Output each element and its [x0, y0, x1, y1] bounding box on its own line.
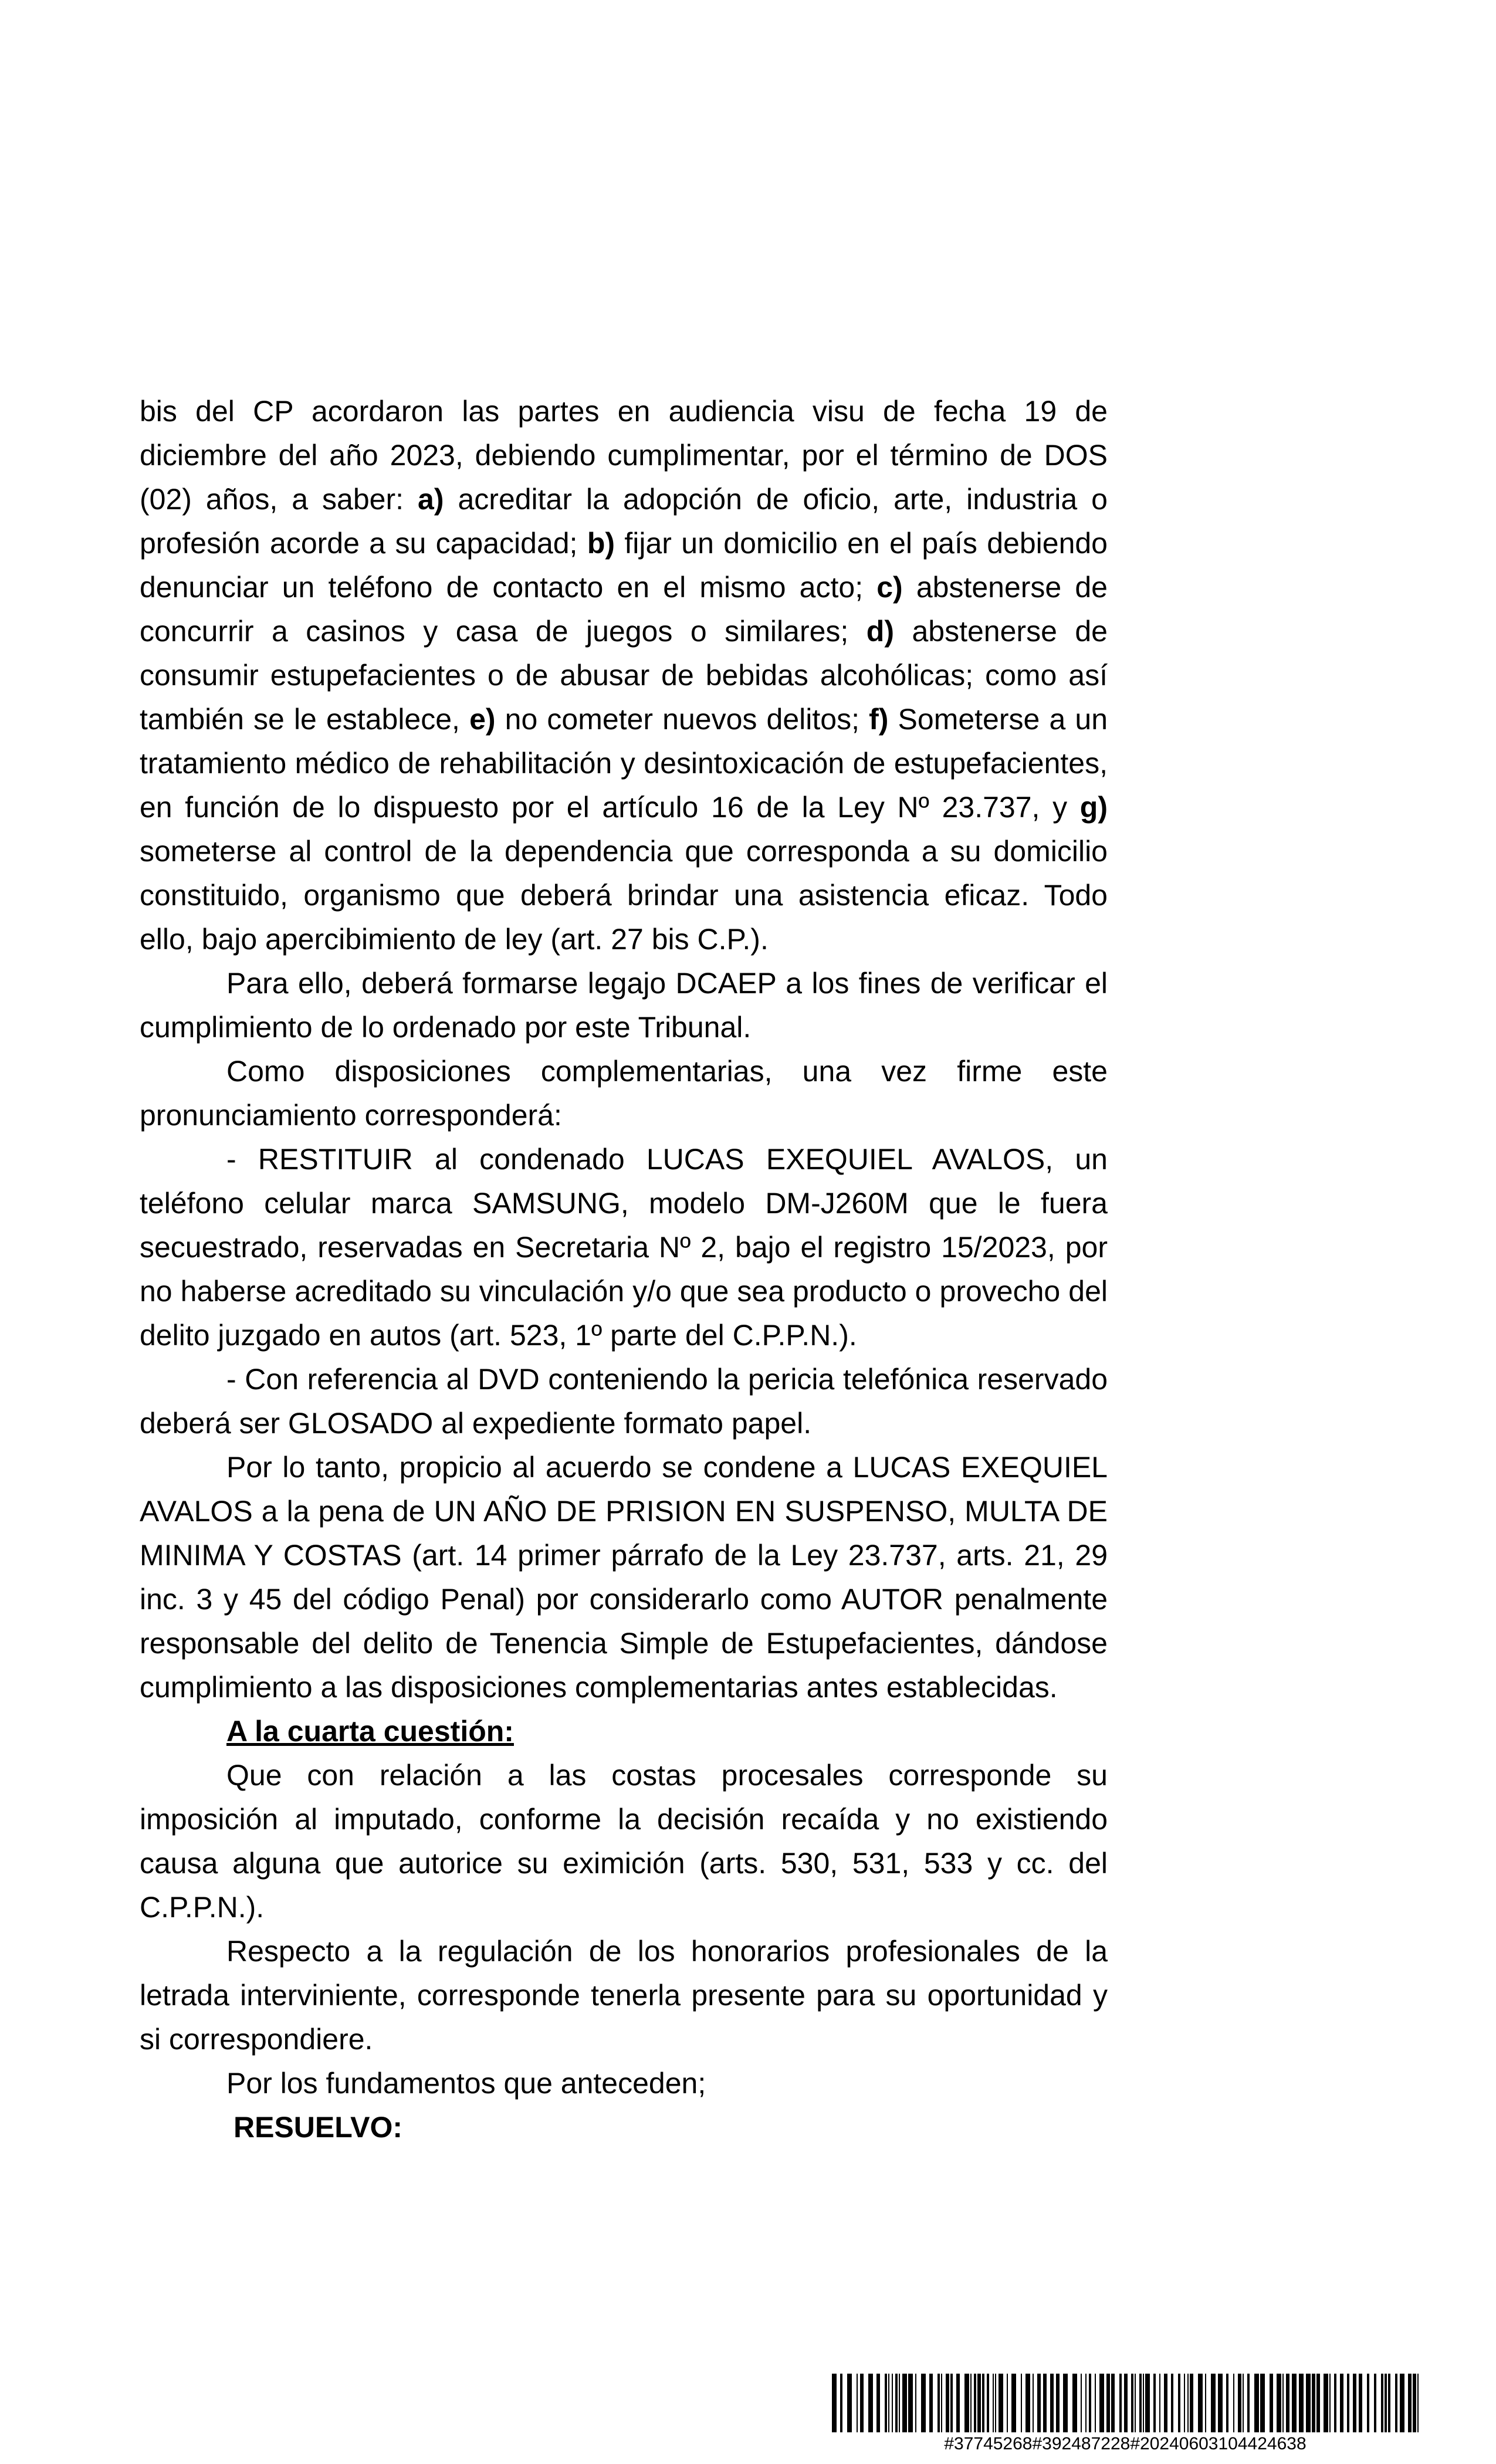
barcode-bar [993, 2374, 994, 2432]
barcode-bar [1043, 2374, 1047, 2432]
barcode-bar [1334, 2374, 1336, 2432]
heading-cuarta-cuestion: A la cuarta cuestión: [226, 1715, 514, 1748]
barcode-bar [888, 2374, 889, 2432]
barcode-bar [1131, 2374, 1133, 2432]
paragraph-restituir: - RESTITUIR al condenado LUCAS EXEQUIEL AVALOS, un teléfono celular marca SAMSUNG, modelo DM-J260M que le fuera secuestrado, reservadas en Secretaria Nº 2, bajo el registro 15/2023, por no haberse acreditado su vinculación y/o que sea producto o provecho del delito juzgado en autos (art. 523, 1º parte del C.P.P.N.). [140, 1143, 1108, 1352]
barcode-bar [1099, 2374, 1104, 2432]
item-label-f: f) [869, 703, 889, 736]
barcode-bar [1286, 2374, 1289, 2432]
barcode-bar [1178, 2374, 1180, 2432]
barcode-bar [1316, 2374, 1320, 2432]
barcode-bar [1282, 2374, 1284, 2432]
barcode-bar [1381, 2374, 1383, 2432]
barcode-bar [1395, 2374, 1397, 2432]
barcode-bar [956, 2374, 960, 2432]
barcode-bar [1187, 2374, 1189, 2432]
barcode-bars [832, 2374, 1419, 2432]
barcode-bar [1254, 2374, 1259, 2432]
barcode-bar [832, 2374, 837, 2432]
barcode-bar [1205, 2374, 1206, 2432]
item-label-b: b) [587, 527, 615, 560]
barcode-bar [1260, 2374, 1265, 2432]
heading-resuelvo: RESUELVO: [233, 2111, 402, 2144]
barcode-bar [1021, 2374, 1022, 2432]
barcode-bar [908, 2374, 913, 2432]
barcode-bar [1388, 2374, 1390, 2432]
barcode-bar [1119, 2374, 1122, 2432]
barcode-bar [885, 2374, 887, 2432]
paragraph-conditions [140, 390, 1108, 962]
barcode-bar [1226, 2374, 1228, 2432]
paragraph-honorarios: Respecto a la regulación de los honorarios profesionales de la letrada interviniente, corresponde tenerla presente para su oportunidad y si correspondiere. [140, 1935, 1108, 2056]
barcode-bar [1085, 2374, 1087, 2432]
barcode-bar [892, 2374, 893, 2432]
barcode-bar [1292, 2374, 1297, 2432]
barcode-bar [941, 2374, 942, 2432]
barcode-bar [964, 2374, 969, 2432]
barcode-bar [895, 2374, 898, 2432]
barcode [832, 2374, 1419, 2456]
barcode-bar [857, 2374, 858, 2432]
barcode-bar [1159, 2374, 1160, 2432]
barcode-bar [1153, 2374, 1156, 2432]
text-run: fijar un domicilio en el país debiendo denunciar un teléfono de contacto en el mismo acto; [140, 527, 1108, 604]
barcode-bar [1413, 2374, 1416, 2432]
barcode-bar [1081, 2374, 1082, 2432]
text-run: bis del CP acordaron las partes en audiencia visu de fecha 19 de diciembre del año 2023, debiendo cumplimentar, por el término de DOS (02) años, a saber: [140, 395, 1108, 516]
barcode-bar [1306, 2374, 1311, 2432]
barcode-bar [987, 2374, 989, 2432]
barcode-bar [970, 2374, 972, 2432]
barcode-bar [1007, 2374, 1008, 2432]
barcode-bar [1238, 2374, 1241, 2432]
barcode-bar [1312, 2374, 1315, 2432]
item-label-a: a) [418, 483, 444, 516]
barcode-bar [1037, 2374, 1041, 2432]
barcode-bar [1270, 2374, 1273, 2432]
barcode-bar [1011, 2374, 1016, 2432]
barcode-bar [868, 2374, 873, 2432]
paragraph-disposiciones: Como disposiciones complementarias, una vez firme este pronunciamiento corresponderá: [140, 1055, 1108, 1132]
barcode-bar [1233, 2374, 1234, 2432]
barcode-bar [1050, 2374, 1054, 2432]
paragraph-dvd: - Con referencia al DVD conteniendo la pericia telefónica reservado deberá ser GLOSADO al expediente formato papel. [140, 1363, 1108, 1440]
paragraph-costas: Que con relación a las costas procesales corresponde su imposición al imputado, conforme la decisión recaída y no existiendo causa alguna que autorice su eximición (arts. 530, 531, 533 y cc. del C.P.P.N.). [140, 1759, 1108, 1924]
barcode-bar [1145, 2374, 1150, 2432]
text-run: abstenerse de consumir estupefacientes o de abusar de bebidas alcohólicas; como así también se le establece, [140, 615, 1108, 736]
text-run: no cometer nuevos delitos; [495, 703, 869, 736]
barcode-bar [1063, 2374, 1068, 2432]
barcode-bar [1095, 2374, 1096, 2432]
barcode-bar [1408, 2374, 1412, 2432]
barcode-bar [1164, 2374, 1167, 2432]
barcode-bar [847, 2374, 852, 2432]
barcode-bar [1218, 2374, 1223, 2432]
barcode-bar [915, 2374, 916, 2432]
paragraph-fundamentos: Por los fundamentos que anteceden; [226, 2067, 706, 2100]
barcode-bar [1135, 2374, 1136, 2432]
barcode-bar [950, 2374, 953, 2432]
barcode-bar [995, 2374, 996, 2432]
barcode-bar [1089, 2374, 1091, 2432]
barcode-bar [1198, 2374, 1203, 2432]
item-label-e: e) [469, 703, 496, 736]
item-label-d: d) [866, 615, 894, 648]
barcode-bar [1340, 2374, 1343, 2432]
barcode-bar [999, 2374, 1003, 2432]
barcode-bar [1247, 2374, 1250, 2432]
text-run: Someterse a un tratamiento médico de rehabilitación y desintoxicación de estupefacientes, en función de lo dispuesto por el artículo 16 de la Ley Nº 23.737, y [140, 703, 1108, 824]
barcode-bar [1139, 2374, 1142, 2432]
barcode-bar [1359, 2374, 1362, 2432]
barcode-bar [840, 2374, 842, 2432]
barcode-bar [1374, 2374, 1376, 2432]
barcode-bar [902, 2374, 907, 2432]
barcode-bar [982, 2374, 984, 2432]
barcode-bar [1106, 2374, 1110, 2432]
barcode-bar [1329, 2374, 1331, 2432]
barcode-bar [1033, 2374, 1034, 2432]
barcode-bar [1353, 2374, 1356, 2432]
text-run: acreditar la adopción de oficio, arte, industria o profesión acorde a su capacidad; [140, 483, 1108, 560]
barcode-bar [1124, 2374, 1128, 2432]
barcode-bar [977, 2374, 981, 2432]
barcode-bar [1243, 2374, 1244, 2432]
barcode-bar [1190, 2374, 1193, 2432]
barcode-bar [1143, 2374, 1144, 2432]
barcode-bar [1367, 2374, 1369, 2432]
text-run: someterse al control de la dependencia que corresponda a su domicilio constituido, organismo que deberá brindar una asistencia eficaz. Todo ello, bajo apercibimiento de ley (art. 27 bis C.P.). [140, 835, 1108, 956]
barcode-bar [1277, 2374, 1281, 2432]
barcode-bar [929, 2374, 933, 2432]
barcode-bar [899, 2374, 900, 2432]
barcode-bar [1111, 2374, 1115, 2432]
barcode-bar [1184, 2374, 1185, 2432]
barcode-caption: #37745268#392487228#20240603104424638 [944, 2434, 1307, 2453]
barcode-bar [974, 2374, 976, 2432]
barcode-bar [1211, 2374, 1216, 2432]
item-label-g: g) [1079, 791, 1108, 824]
paragraph-legajo: Para ello, deberá formarse legajo DCAEP a los fines de verificar el cumplimiento de lo ordenado por este Tribunal. [140, 967, 1108, 1044]
barcode-bar [946, 2374, 949, 2432]
barcode-bar [921, 2374, 926, 2432]
barcode-bar [1347, 2374, 1349, 2432]
barcode-bar [1025, 2374, 1030, 2432]
barcode-bar [876, 2374, 880, 2432]
barcode-bar [1417, 2374, 1419, 2432]
text-run: abstenerse de concurrir a casinos y casa de juegos o similares; [140, 571, 1108, 648]
barcode-bar [860, 2374, 864, 2432]
document-body [140, 390, 1108, 2150]
barcode-bar [1056, 2374, 1060, 2432]
barcode-bar [937, 2374, 940, 2432]
barcode-bar [1299, 2374, 1304, 2432]
paragraph-condena: Por lo tanto, propicio al acuerdo se condene a LUCAS EXEQUIEL AVALOS a la pena de UN AÑO DE PRISION EN SUSPENSO, MULTA DE MINIMA Y COSTAS (art. 14 primer párrafo de la Ley 23.737, arts. 21, 29 inc. 3 y 45 del código Penal) por considerarlo como AUTOR penalmente responsable del delito de Tenencia Simple de Estupefacientes, dándose cumplimiento a las disposiciones complementarias antes establecidas. [140, 1451, 1108, 1704]
item-label-c: c) [876, 571, 903, 604]
barcode-bar [1072, 2374, 1077, 2432]
barcode-bar [1400, 2374, 1404, 2432]
barcode-bar [1324, 2374, 1328, 2432]
barcode-bar [1171, 2374, 1173, 2432]
barcode-bar [1385, 2374, 1387, 2432]
